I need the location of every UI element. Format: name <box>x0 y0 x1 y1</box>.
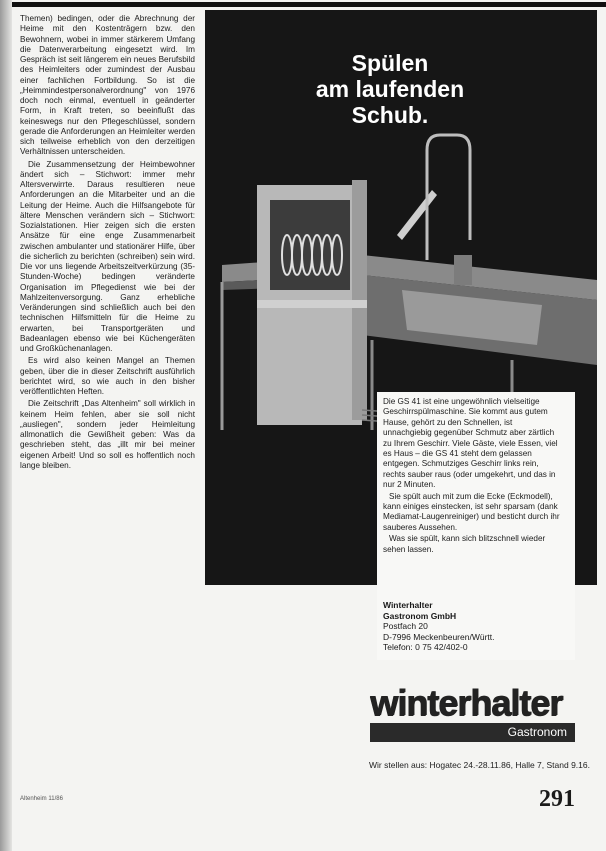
article-paragraph: Es wird also keinen Mangel an Themen geben, über die in dieser Zeitschrift ausführlich berichtet wird, so wie auch in den bisher veröffentlichten Heften. <box>20 356 195 396</box>
company-address <box>383 600 573 653</box>
address-line: Postfach 20 <box>383 621 428 631</box>
phone-line: Telefon: 0 75 42/402-0 <box>383 642 468 652</box>
top-rule <box>12 2 606 7</box>
page-number: 291 <box>539 786 575 812</box>
winterhalter-logo <box>370 683 575 745</box>
headline-line: Spülen <box>351 50 429 76</box>
company-name: Winterhalter <box>383 600 433 610</box>
headline-line: Schub. <box>351 102 429 128</box>
ad-description <box>383 397 563 556</box>
logo-subtitle-bar <box>370 723 575 742</box>
article-paragraph: Die Zeitschrift „Das Altenheim" soll wirklich in keinem Heim fehlen, aber sie soll nicht „ausliegen", sondern jeder Heimleitung allmonatlich die Gewißheit geben: Was da geschrieben steht, das „illt mir bei meiner eigenen Arbeit! Und so soll es hoffentlich noch lange bleiben. <box>20 399 195 470</box>
dishwasher-illustration <box>212 130 597 430</box>
footer-note: Altenheim 11/86 <box>20 796 63 802</box>
company-name-line2: Gastronom GmbH <box>383 610 457 621</box>
logo-subtitle: Gastronom <box>507 725 567 739</box>
ad-paragraph: Sie spült auch mit zum die Ecke (Eckmodell), kann einiges einstecken, ist sehr sparsam (dank Mediamat-Laugenreiniger) und besticht durch ihr sauberes Aussehen. <box>383 491 560 532</box>
logo-wordmark: winterhalter <box>370 682 563 723</box>
article-column <box>20 14 195 473</box>
ad-headline <box>270 50 510 128</box>
trade-fair-note: Wir stellen aus: Hogatec 24.-28.11.86, Halle 7, Stand 9.16. <box>369 760 590 770</box>
ad-paragraph: Die GS 41 ist eine ungewöhnlich vielseitige Geschirrspülmaschine. Sie kommt aus gutem Hause, gehört zu den Schnellen, ist unnachgiebig gegenüber Schmutz aber zärtlich zu Ihrem Geschirr. Viele Gäste, viele Essen, viel es Haus – die GS 41 steht dem gelassen entgegen. Schmutziges Geschirr links rein, rechts sauber raus (oder umgekehrt, und das in nur 2 Minuten. <box>383 397 558 490</box>
binding-shadow <box>0 0 12 851</box>
article-paragraph: Themen) bedingen, oder die Abrechnung der Heime mit den Kostenträgern bzw. den Bewohnern, wobei in immer stärkerem Umfang die Datenverarbeitung eingesetzt wird. Im Gespräch ist seit längerem ein neues Berufsbild des Heimleiters oder zumindest der Ausbau einer fachlichen Fortbildung. So ist die „Heimmindestpersonalverordnung" von 1976 doch noch einmal, eventuell in geänderter Form, in Kraft treten, so beeinflußt das keineswegs nur den Pflegeschlüssel, sondern gerade die Anforderungen an Heimleiter werden sich teilweise erheblich von den derzeitigen Verhältnissen unterscheiden. <box>20 14 195 157</box>
address-line: D-7996 Meckenbeuren/Württ. <box>383 631 495 642</box>
article-paragraph: Die Zusammensetzung der Heimbewohner ändert sich – Stichwort: immer mehr Altersverwirrte. Daraus resultieren neue Anforderungen an die Mitarbeiter und an die Leitung der Heime. Auch die Hilfsangebote für ältere Menschen verändern sich – Stichwort: Sozialstationen. Hier zeigen sich die ersten Ansätze für eine enge Zusammenarbeit zwischen ambulanter und stationärer Hilfe, über die sicherlich zu berichten (schreiben) sein wird. Die vor uns liegende Arbeitszeitverkürzung (35-Stunden-Woche) bedingen veränderte Organisation im Pflegedienst wie bei der Mahlzeitenversorgung. Ganz erhebliche Veränderungen sind schließlich auch bei den technischen Hilfsmitteln für die Heime zu erwarten, bei Transportgeräten und Badeanlagen ebenso wie bei Küchengeräten und Großküchenanlagen. <box>20 159 195 353</box>
ad-paragraph: Was sie spült, kann sich blitzschnell wieder sehen lassen. <box>383 534 546 554</box>
headline-line: am laufenden <box>315 76 465 102</box>
